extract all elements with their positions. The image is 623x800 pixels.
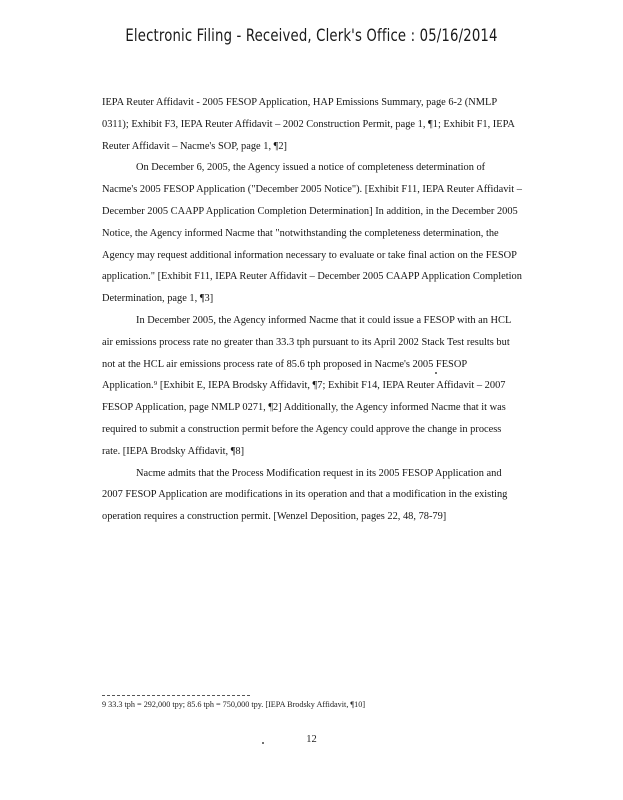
paragraph-completeness-notice: On December 6, 2005, the Agency issued a notice of completeness determination of Nacme's 2005 FESOP Application ("December 2005 Notice"). [Exhibit F11, IEPA Reuter Affidavit – December 2005 CAAPP Application Completion Determination] In addition, in the December 2005 Notice, the Agency informed Nacme that "notwithstanding the completeness determination, the Agency may request additional information necessary to evaluate or take final action on the FESOP application." [Exhibit F11, IEPA Reuter Affidavit – December 2005 CAAPP Application Completion Determination, page 1, ¶3]: [102, 162, 522, 305]
footnote: 9 33.3 tph = 292,000 tpy; 85.6 tph = 750,000 tpy. [IEPA Brodsky Affidavit, ¶10]: [102, 700, 366, 709]
paragraph-hcl-process-rate: In December 2005, the Agency informed Nacme that it could issue a FESOP with an HCL air emissions process rate no greater than 33.3 tph pursuant to its April 2002 Stack Test results but not at the HCL air emissions process rate of 85.6 tph proposed in Nacme's 2005 FESOP Application.⁹ [Exhibit E, IEPA Brodsky Affidavit, ¶7; Exhibit F14, IEPA Reuter Affidavit – 2007 FESOP Application, page NMLP 0271, ¶2] Additionally, the Agency informed Nacme that it was required to submit a construction permit before the Agency could approve the change in process rate. [IEPA Brodsky Affidavit, ¶8]: [102, 314, 511, 457]
paragraph-nacme-admission: Nacme admits that the Process Modification request in its 2005 FESOP Application and 2007 FESOP Application are modifications in its operation and that a modification in the existing operation requires a construction permit. [Wenzel Deposition, pages 22, 48, 78-79]: [102, 467, 508, 523]
scan-speck: [435, 372, 437, 374]
page-number: 12: [306, 734, 317, 745]
paragraph-continuation: IEPA Reuter Affidavit - 2005 FESOP Application, HAP Emissions Summary, page 6-2 (NMLP 0311); Exhibit F3, IEPA Reuter Affidavit – 2002 Construction Permit, page 1, ¶1; Exhibit F1, IEPA Reuter Affidavit – Nacme's SOP, page 1, ¶2]: [102, 97, 515, 152]
filing-stamp: Electronic Filing - Received, Clerk's Office : 05/16/2014: [125, 26, 498, 46]
scan-speck: [262, 742, 264, 744]
document-body: [102, 92, 522, 528]
footnote-divider: [102, 695, 250, 696]
